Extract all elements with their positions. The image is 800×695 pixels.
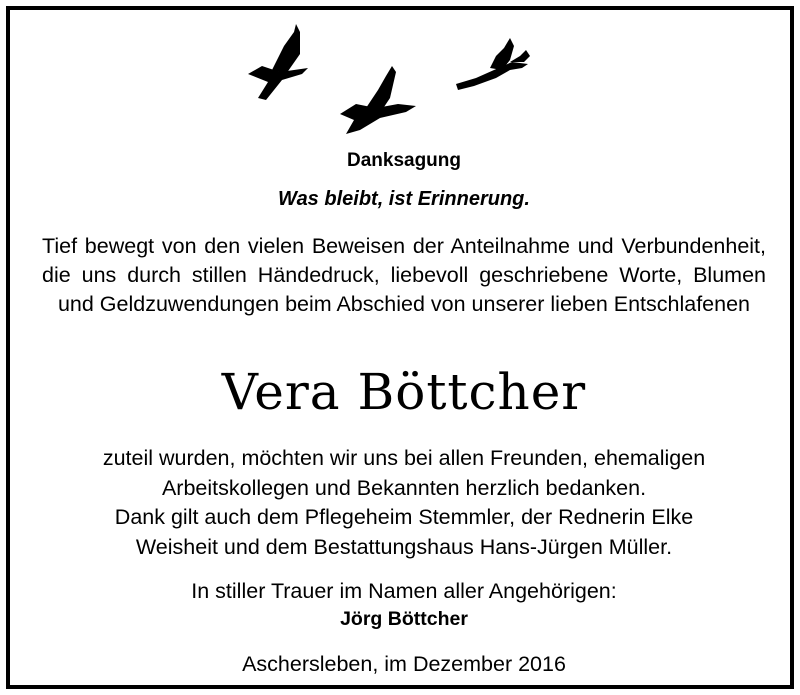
intro-paragraph: Tief bewegt von den vielen Beweisen der Anteilnahme und Verbundenheit, die uns durch stillen Händedruck, liebevoll geschriebene Worte, Blumen und Geldzuwendungen beim Abschied von unserer lieben Entschlafenen (42, 234, 766, 316)
notice-title: Danksagung (346, 150, 462, 171)
bird-icon (456, 38, 530, 90)
signer-name: Jörg Böttcher (340, 608, 468, 630)
obituary-card (6, 6, 794, 689)
deceased-name: Vera Böttcher (221, 363, 587, 421)
thanks-paragraph (10, 444, 798, 562)
mourning-line: In stiller Trauer im Namen aller Angehörigen: (191, 579, 617, 603)
thanks-line: Arbeitskollegen und Bekannten herzlich bedanken. (161, 475, 647, 500)
notice-motto: Was bleibt, ist Erinnerung. (278, 188, 530, 210)
bird-icon (340, 66, 416, 134)
place-date: Aschersleben, im Dezember 2016 (242, 652, 566, 676)
bird-icon (248, 24, 308, 100)
thanks-line: Weisheit und dem Bestattungshaus Hans-Jürgen Müller. (135, 534, 673, 559)
flying-birds-icon (10, 10, 798, 150)
thanks-line: Dank gilt auch dem Pflegeheim Stemmler, der Rednerin Elke (114, 505, 694, 529)
thanks-line: zuteil wurden, möchten wir uns bei allen Freunden, ehemaligen (102, 446, 706, 470)
